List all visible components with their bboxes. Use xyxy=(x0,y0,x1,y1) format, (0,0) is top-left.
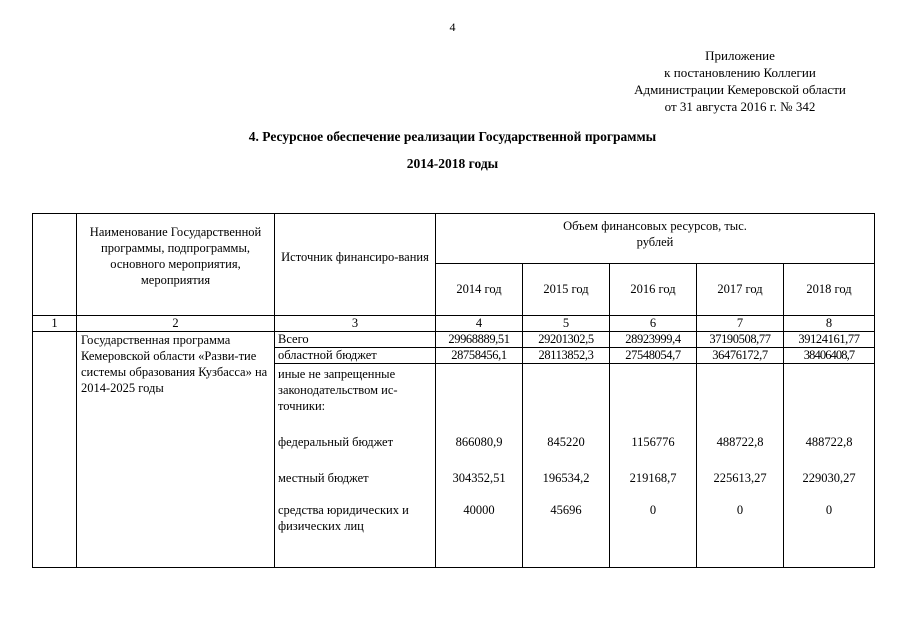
value-cell: 38406408,7 xyxy=(784,348,875,364)
source-federal: федеральный бюджет xyxy=(278,435,394,449)
appendix-line: к постановлению Коллегии xyxy=(664,65,816,80)
value-cell: 229030,27 xyxy=(802,471,856,485)
value-cell: 0 xyxy=(649,503,657,517)
header-source: Источник финансиро-вания xyxy=(275,214,436,316)
source-regional: областной бюджет xyxy=(275,348,436,364)
column-number: 7 xyxy=(697,316,784,332)
header-year: 2014 год xyxy=(436,264,523,316)
page-number: 4 xyxy=(449,20,456,34)
value-column-2018 xyxy=(784,364,875,568)
value-cell: 27548054,7 xyxy=(610,348,697,364)
column-number: 6 xyxy=(610,316,697,332)
source-breakdown xyxy=(275,364,436,568)
header-year: 2018 год xyxy=(784,264,875,316)
column-number: 8 xyxy=(784,316,875,332)
header-year: 2017 год xyxy=(697,264,784,316)
resource-table xyxy=(32,213,875,568)
value-cell: 845220 xyxy=(547,435,585,449)
value-cell: 488722,8 xyxy=(716,435,764,449)
header-volume: Объем финансовых ресурсов, тыс. рублей xyxy=(436,214,875,264)
appendix-line: Администрации Кемеровской области xyxy=(634,82,846,97)
value-cell: 40000 xyxy=(463,503,495,517)
value-cell: 196534,2 xyxy=(542,471,590,485)
header-year: 2016 год xyxy=(610,264,697,316)
value-cell: 866080,9 xyxy=(455,435,503,449)
value-cell: 37190508,77 xyxy=(697,332,784,348)
value-cell: 39124161,77 xyxy=(784,332,875,348)
value-cell: 219168,7 xyxy=(629,471,677,485)
value-cell: 36476172,7 xyxy=(697,348,784,364)
source-local: местный бюджет xyxy=(278,471,369,485)
value-column-2016 xyxy=(610,364,697,568)
value-cell: 1156776 xyxy=(631,435,675,449)
value-cell: 0 xyxy=(825,503,833,517)
value-cell: 225613,27 xyxy=(713,471,767,485)
column-number: 4 xyxy=(436,316,523,332)
document-title: 4. Ресурсное обеспечение реализации Государственной программы xyxy=(248,129,657,144)
value-cell: 488722,8 xyxy=(805,435,853,449)
appendix-note xyxy=(600,47,880,115)
value-cell: 28923999,4 xyxy=(610,332,697,348)
value-column-2015 xyxy=(523,364,610,568)
column-number: 3 xyxy=(275,316,436,332)
column-number: 5 xyxy=(523,316,610,332)
appendix-line: Приложение xyxy=(705,48,775,63)
header-name: Наименование Государственной программы, подпрограммы, основного мероприятия, мероприятия xyxy=(77,214,275,316)
header-number-cell xyxy=(33,214,77,316)
source-total: Всего xyxy=(275,332,436,348)
column-number: 1 xyxy=(33,316,77,332)
source-legal: средства юридических и физических лиц xyxy=(278,503,409,533)
row-number-cell xyxy=(33,332,77,568)
other-sources-label: иные не запрещенные законодательством ис-точники: xyxy=(278,367,398,413)
value-cell: 28758456,1 xyxy=(436,348,523,364)
document-subtitle: 2014-2018 годы xyxy=(406,156,499,171)
value-cell: 29968889,51 xyxy=(436,332,523,348)
header-year: 2015 год xyxy=(523,264,610,316)
value-column-2014 xyxy=(436,364,523,568)
value-cell: 29201302,5 xyxy=(523,332,610,348)
program-name: Государственная программа Кемеровской области «Разви-тие системы образования Кузбасса» на 2014-2025 годы xyxy=(77,332,275,568)
value-cell: 45696 xyxy=(550,503,582,517)
appendix-line: от 31 августа 2016 г. № 342 xyxy=(664,99,816,114)
column-number: 2 xyxy=(77,316,275,332)
value-cell: 304352,51 xyxy=(452,471,506,485)
value-cell: 28113852,3 xyxy=(523,348,610,364)
value-column-2017 xyxy=(697,364,784,568)
value-cell: 0 xyxy=(736,503,744,517)
